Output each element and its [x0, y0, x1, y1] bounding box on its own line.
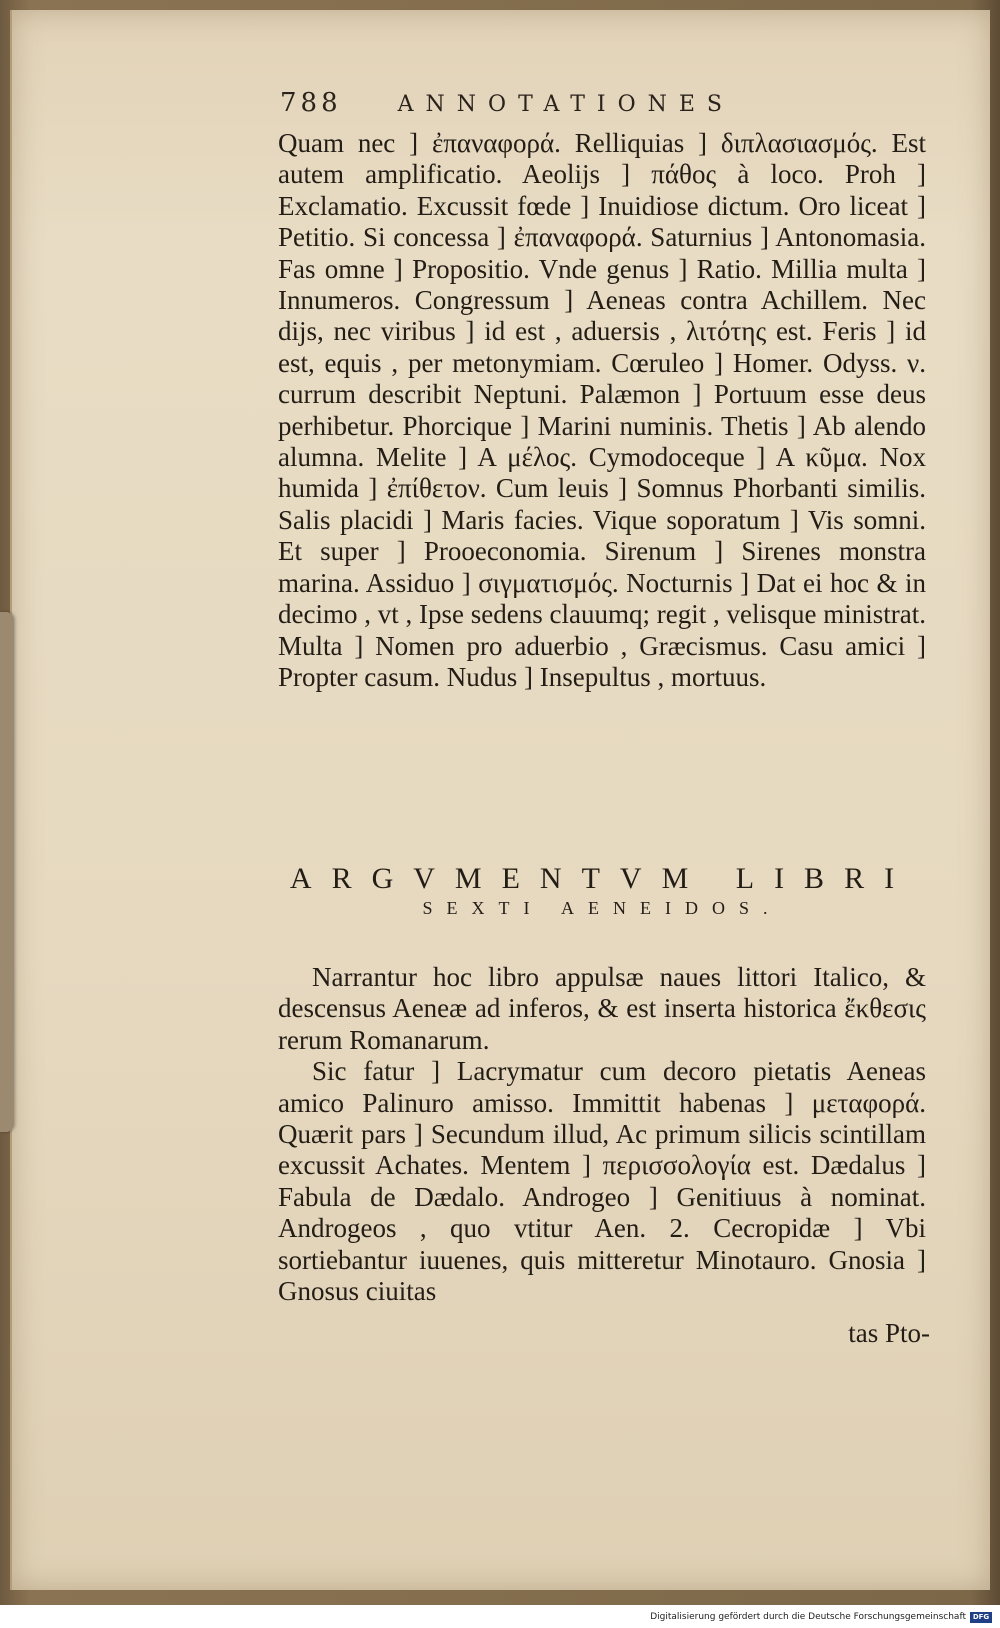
section-heading: ARGVMENTVM LIBRI — [289, 862, 915, 895]
annotations-block — [278, 128, 926, 693]
narrative-paragraph-1: Narrantur hoc libro appulsæ naues littori Italico, & descensus Aeneæ ad inferos, & est inserta historica ἔκθεσις rerum Romanarum. — [278, 962, 926, 1055]
running-head — [280, 88, 800, 122]
running-title: ANNOTATIONES — [397, 92, 735, 117]
catchword: tas Pto- — [848, 1318, 930, 1348]
annotations-paragraph: Quam nec ] ἐπαναφορά. Relliquias ] διπλασιασμός. Est autem amplificatio. Aeolijs ] πάθος à loco. Proh ] Exclamatio. Excussit fœde ] Inuidiose dictum. Oro liceat ] Petitio. Si concessa ] ἐπαναφορά. Saturnius ] Antonomasia. Fas omne ] Propositio. Vnde genus ] Ratio. Millia multa ] Innumeros. Congressum ] Aeneas contra Achillem. Nec dijs, nec viribus ] id est , aduersis , λιτότης est. Feris ] id est, equis , per metonymiam. Cœruleo ] Homer. Odyss. ν. currum describit Neptuni. Palæmon ] Portuum esse deus perhibetur. Phorcique ] Marini numinis. Thetis ] Ab alendo alumna. Melite ] A μέλος. Cymodoceque ] A κῦμα. Nox humida ] ἐπίθετον. Cum leuis ] Somnus Phorbanti similis. Salis placidi ] Maris facies. Vique soporatum ] Vis somni. Et super ] Prooeconomia. Sirenum ] Sirenes monstra marina. Assiduo ] σιγματισμός. Nocturnis ] Dat ei hoc & in decimo , vt , Ipse sedens clauumq; regit , velisque ministrat. Multa ] Nomen pro aduerbio , Græcismus. Casu amici ] Propter casum. Nudus ] Insepultus , mortuus. — [278, 128, 926, 692]
dfg-logo: DFG — [970, 1612, 992, 1623]
narrative-block — [278, 962, 926, 1307]
page-number: 788 — [280, 88, 342, 118]
section-subheading: SEXTI AENEIDOS. — [422, 898, 782, 918]
digitization-credit — [600, 1609, 992, 1625]
page-marker-tab — [0, 612, 14, 1132]
credit-text: Digitalisierung gefördert durch die Deutsche Forschungsgemeinschaft — [650, 1612, 966, 1622]
narrative-paragraph-2: Sic fatur ] Lacrymatur cum decoro pietatis Aeneas amico Palinuro amisso. Immittit habenas ] μεταφορά. Quærit pars ] Secundum illud, Ac primum silicis scintillam excussit Achates. Mentem ] περισσολογία est. Dædalus ] Fabula de Dædalo. Androgeo ] Genitiuus à nominat. Androgeos , quo vtitur Aen. 2. Cecropidæ ] Vbi sortiebantur iuuenes, quis mitteretur Minotauro. Gnosia ] Gnosus ciuitas — [278, 1056, 926, 1307]
